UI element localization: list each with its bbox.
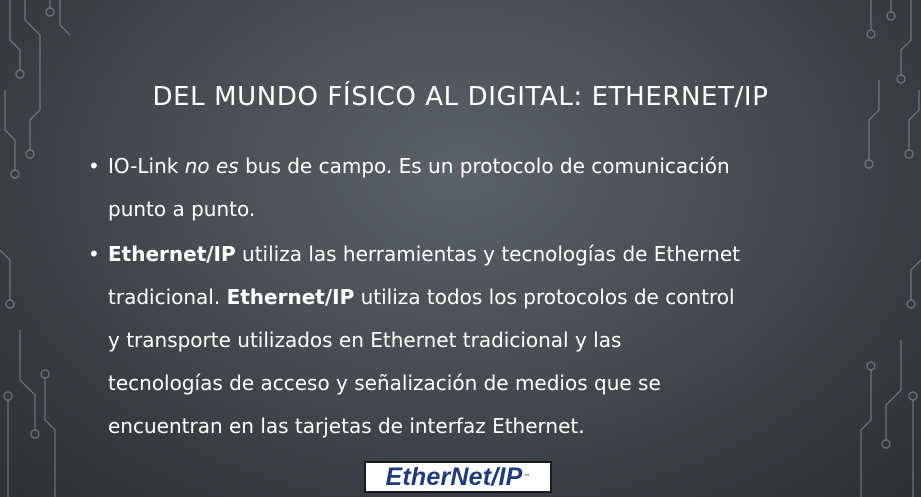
bullet-list (88, 145, 828, 448)
logo-text: EtherNet/IP (385, 462, 523, 491)
bullet-2-line-3: y transporte utilizados en Ethernet tradicional y las (108, 328, 622, 352)
bullet-2-line-4: tecnologías de acceso y señalización de medios que se (108, 371, 661, 395)
trademark-mark: ™ (523, 473, 531, 481)
text-no-es: no es (184, 154, 239, 178)
bullet-2-line-1 (108, 233, 828, 276)
circuit-decoration-right (851, 0, 921, 497)
text-ethernet-ip-bold: Ethernet/IP (108, 242, 236, 266)
text-ethernet-ip-bold: Ethernet/IP (226, 285, 355, 309)
bullet-2-line-2 (108, 276, 828, 319)
slide-title: DEL MUNDO FÍSICO AL DIGITAL: ETHERNET/IP (152, 82, 769, 112)
text-utiliza-herramientas: utiliza las herramientas y tecnologías de Ethernet (235, 242, 740, 266)
bullet-1-line-1 (108, 145, 828, 188)
circuit-decoration-left (0, 0, 70, 497)
bullet-marker: • (88, 242, 100, 266)
text-tradicional: tradicional. (108, 285, 227, 309)
text-utiliza-protocolos: utiliza todos los protocolos de control (354, 285, 735, 309)
bullet-item-2 (88, 233, 828, 448)
bullet-item-1 (88, 145, 828, 231)
text-io-link: IO-Link (108, 154, 185, 178)
text-bus-de-campo: bus de campo. Es un protocolo de comunicación (238, 154, 730, 178)
ethernet-ip-logo (364, 461, 552, 493)
bullet-1-line-2: punto a punto. (108, 197, 256, 221)
bullet-2-line-5: encuentran en las tarjetas de interfaz Ethernet. (108, 414, 585, 438)
bullet-marker: • (88, 154, 100, 178)
